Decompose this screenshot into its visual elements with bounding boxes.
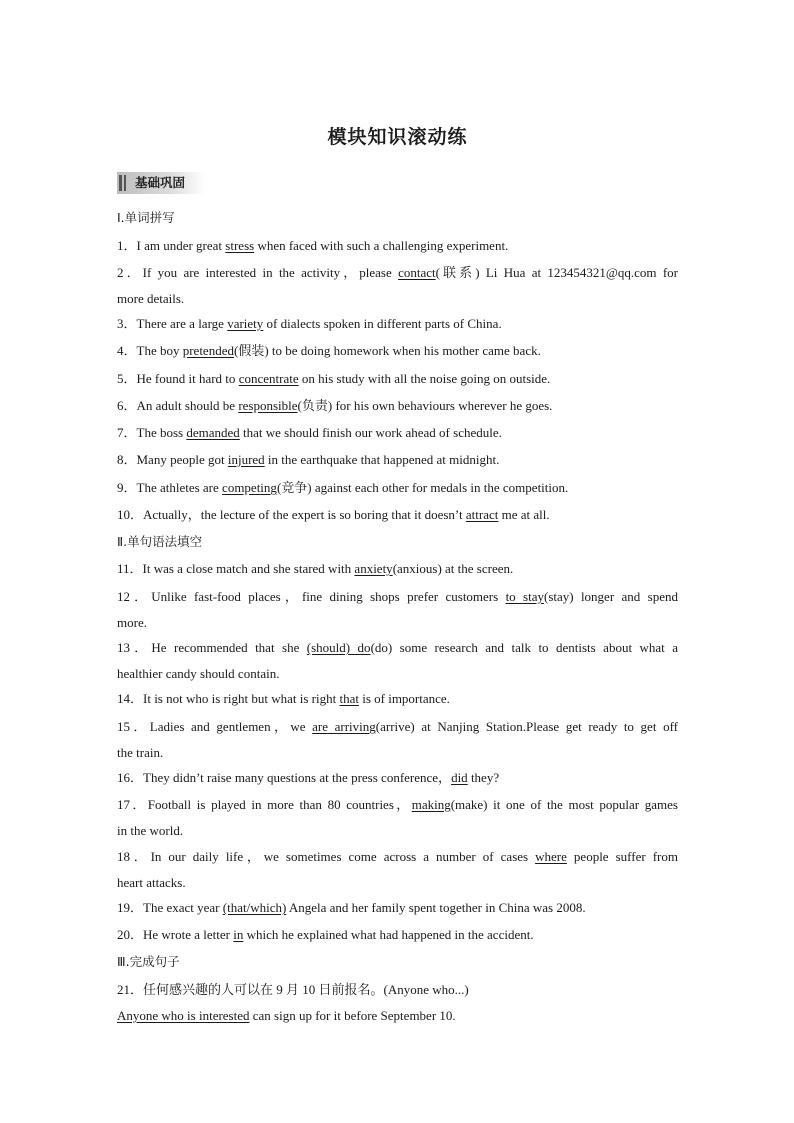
- question-6: [117, 398, 678, 414]
- badge-bar: [124, 175, 126, 191]
- question-18: [117, 849, 678, 865]
- question-17-cont: in the world.: [117, 823, 184, 838]
- question-text: (stay) longer and spend: [543, 589, 678, 604]
- answer: pretended: [182, 343, 234, 358]
- answer: variety: [227, 316, 264, 331]
- question-text: (联系) Li Hua at 123454321@qq.com for: [435, 265, 678, 280]
- question-text: when faced with such a challenging experiment.: [254, 238, 509, 253]
- question-text: 12．Unlike fast-food places，fine dining shops prefer customers: [117, 589, 506, 604]
- question-text: 16．They didn’t raise many questions at the press conference，: [117, 770, 452, 785]
- section-heading-grammar: Ⅱ.单句语法填空: [117, 534, 203, 549]
- answer: attract: [465, 507, 499, 522]
- question-14: [117, 691, 678, 707]
- question-text: (make) it one of the most popular games: [450, 797, 678, 812]
- question-text: me at all.: [498, 507, 550, 522]
- question-text: 14．It is not who is right but what is right: [117, 691, 340, 706]
- question-text: (竞争) against each other for medals in the competition.: [276, 480, 569, 495]
- question-8: [117, 452, 678, 468]
- question-text: 11．It was a close match and she stared with: [117, 561, 355, 576]
- answer: (that/which): [222, 900, 287, 915]
- question-20: [117, 927, 678, 943]
- question-text: (假装) to be doing homework when his mother came back.: [233, 343, 541, 358]
- question-text: 8．Many people got: [117, 452, 228, 467]
- answer: are arriving: [312, 719, 376, 734]
- badge-bar: [119, 175, 122, 191]
- question-text: 9．The athletes are: [117, 480, 223, 495]
- question-11: [117, 561, 678, 577]
- question-12: [117, 589, 678, 605]
- question-text: that we should finish our work ahead of schedule.: [239, 425, 502, 440]
- question-19: [117, 900, 678, 916]
- question-10: [117, 507, 678, 523]
- question-15-cont: the train.: [117, 745, 164, 760]
- question-text: 6．An adult should be: [117, 398, 239, 413]
- question-text: 5．He found it hard to: [117, 371, 239, 386]
- question-text: 7．The boss: [117, 425, 187, 440]
- question-text: (anxious) at the screen.: [392, 561, 514, 576]
- question-text: 20．He wrote a letter: [117, 927, 234, 942]
- answer: competing: [222, 480, 277, 495]
- question-text: they?: [467, 770, 500, 785]
- question-text: on his study with all the noise going on outside.: [298, 371, 551, 386]
- question-text: of dialects spoken in different parts of China.: [263, 316, 502, 331]
- question-13: [117, 640, 678, 656]
- question-text: 13．He recommended that she: [117, 640, 307, 655]
- question-7: [117, 425, 678, 441]
- page-title: 模块知识滚动练: [327, 126, 468, 148]
- question-15: [117, 719, 678, 735]
- question-text: in the earthquake that happened at midnight.: [264, 452, 500, 467]
- question-16: [117, 770, 678, 786]
- answer: contact: [398, 265, 436, 280]
- question-4: [117, 343, 678, 359]
- question-text: 10．Actually，the lecture of the expert is so boring that it doesn’t: [117, 507, 466, 522]
- question-text: Angela and her family spent together in China was 2008.: [286, 900, 586, 915]
- question-2-cont: more details.: [117, 291, 185, 306]
- question-3: [117, 316, 678, 332]
- answer: responsible: [238, 398, 298, 413]
- question-text: is of importance.: [358, 691, 450, 706]
- question-text: can sign up for it before September 10.: [249, 1008, 456, 1023]
- question-text: 18．In our daily life，we sometimes come across a number of cases: [117, 849, 536, 864]
- section-heading-word-spelling: Ⅰ.单词拼写: [117, 210, 175, 225]
- question-1: [117, 238, 678, 254]
- question-text: which he explained what had happened in the accident.: [243, 927, 534, 942]
- question-17: [117, 797, 678, 813]
- question-text: 1．I am under great: [117, 238, 226, 253]
- answer: concentrate: [238, 371, 299, 386]
- badge-label: 基础巩固: [135, 175, 186, 190]
- question-2: [117, 265, 678, 281]
- question-13-cont: healthier candy should contain.: [117, 666, 280, 681]
- answer: where: [535, 849, 567, 864]
- question-text: 4．The boy: [117, 343, 183, 358]
- question-21: 21．任何感兴趣的人可以在 9 月 10 日前报名。(Anyone who...): [117, 982, 469, 997]
- question-text: (arrive) at Nanjing Station.Please get ready to get off: [375, 719, 678, 734]
- question-text: 15．Ladies and gentlemen，we: [117, 719, 313, 734]
- answer: to stay: [505, 589, 544, 604]
- question-text: people suffer from: [566, 849, 678, 864]
- question-text: 17．Football is played in more than 80 countries，: [117, 797, 412, 812]
- question-text: 2．If you are interested in the activity，please: [117, 265, 399, 280]
- question-12-cont: more.: [117, 615, 147, 630]
- question-18-cont: heart attacks.: [117, 875, 186, 890]
- answer: anxiety: [354, 561, 393, 576]
- section-badge: [117, 172, 205, 194]
- answer: (should) do: [306, 640, 371, 655]
- question-text: (do) some research and talk to dentists about what a: [370, 640, 678, 655]
- answer: demanded: [186, 425, 240, 440]
- answer: Anyone who is interested: [117, 1008, 250, 1023]
- answer: injured: [227, 452, 265, 467]
- answer: in: [233, 927, 244, 942]
- question-text: (负责) for his own behaviours wherever he goes.: [297, 398, 553, 413]
- answer: did: [451, 770, 468, 785]
- answer: that: [339, 691, 359, 706]
- answer: making: [411, 797, 451, 812]
- question-9: [117, 480, 678, 496]
- section-heading-complete-sentences: Ⅲ.完成句子: [117, 954, 180, 969]
- question-text: 3．There are a large: [117, 316, 228, 331]
- question-21-answer-line: [117, 1008, 678, 1024]
- question-5: [117, 371, 678, 387]
- question-text: 19．The exact year: [117, 900, 223, 915]
- answer: stress: [225, 238, 255, 253]
